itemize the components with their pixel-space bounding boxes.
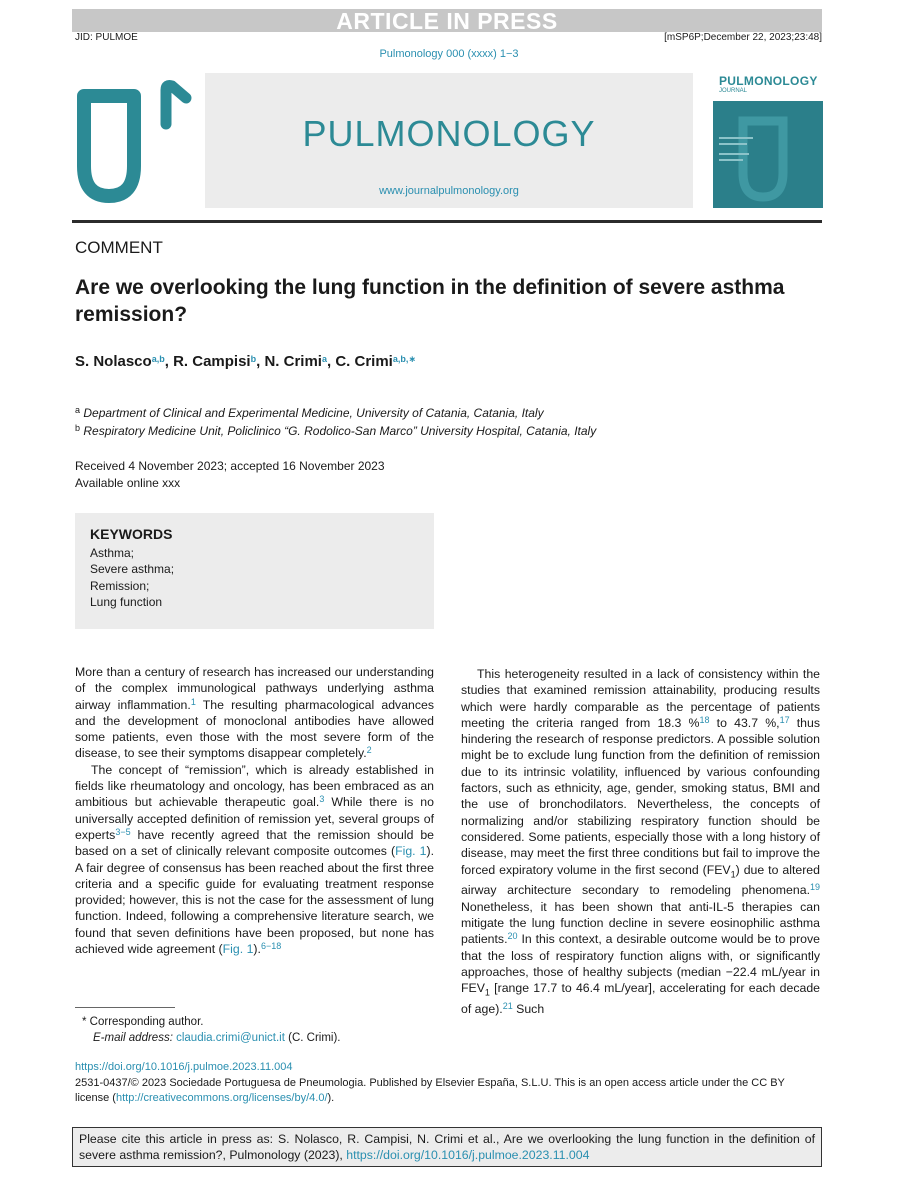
text-run: Such xyxy=(512,1001,545,1016)
subscript: 1 xyxy=(730,869,736,880)
email-owner: (C. Crimi). xyxy=(284,1032,341,1044)
reference-link[interactable]: 6−18 xyxy=(260,941,282,952)
author-affiliation-ref[interactable]: a,b,∗ xyxy=(392,354,416,364)
cover-title: PULMONOLOGY xyxy=(719,74,818,88)
body-column-left xyxy=(75,664,434,957)
figure-link[interactable]: Fig. 1 xyxy=(395,844,427,859)
text-run: Nonetheless, it has been shown that anti-IL-5 therapies can mitigate the lung function decline in severe eosinophilic asthma patients. xyxy=(461,899,820,947)
text-run: ) due to altered airway architecture secondary to remodeling phenomena. xyxy=(461,862,820,898)
footnote-rule xyxy=(75,1007,175,1008)
author-list xyxy=(75,353,416,370)
affiliation-label: a xyxy=(75,405,81,415)
journal-url-link[interactable]: www.journalpulmonology.org xyxy=(379,185,519,197)
text-run: thus hindering the research of response predictors. A possible solution might be to exclude lung function from the definition of remission due to its intrinsic volatility, influenced by various confounding factors, such as ethnicity, age, gender, smoking status, BMI and the use of bronchodilators. Nevertheless, the concepts of normalizing and/or stabilizing respiratory function should be considered. Some patients, especially those with a long history of disease, may meet the first three conditions but fail to improve the forced expiratory volume in the first second (FEV xyxy=(461,715,820,877)
figure-link[interactable]: Fig. 1 xyxy=(222,942,254,957)
article-title: Are we overlooking the lung function in the definition of severe asthma remission? xyxy=(75,276,785,326)
body-paragraph xyxy=(461,666,820,1017)
affiliation-label: b xyxy=(75,423,81,433)
cover-graphic-icon xyxy=(713,101,823,208)
subscript: 1 xyxy=(484,987,490,998)
doi-link[interactable]: https://doi.org/10.1016/j.pulmoe.2023.11.004 xyxy=(75,1061,293,1073)
text-run: The resulting pharmacological advances and the development of monoclonal antibodies have allowed some patients, even those with the most severe form of the disease, to see their symptoms disappear completely. xyxy=(75,697,435,761)
citation-box xyxy=(72,1127,822,1167)
citation-doi-link[interactable]: https://doi.org/10.1016/j.pulmoe.2023.11.004 xyxy=(346,1148,590,1162)
reference-link[interactable]: 18 xyxy=(699,714,710,725)
affiliation-text: Department of Clinical and Experimental Medicine, University of Catania, Catania, Italy xyxy=(83,406,544,420)
reference-link[interactable]: 3 xyxy=(319,794,325,805)
keyword-item: Lung function xyxy=(90,594,163,609)
text-run: to 43.7 %, xyxy=(709,715,780,730)
article-type: COMMENT xyxy=(75,238,163,257)
author-separator: , xyxy=(164,353,174,370)
cover-title-strip xyxy=(713,73,823,101)
text-run: ). xyxy=(253,942,261,957)
author-separator: , xyxy=(326,353,336,370)
text-run: ). A fair degree of consensus has been reached about the first three criteria and a specific guide for evaluating treatment response provided; however, this is not the case for the assessment of lung function. Indeed, following a comprehensive literature search, we found that seven definitions have been proposed, but none has achieved wide agreement ( xyxy=(75,844,434,957)
author-affiliation-ref[interactable]: a,b xyxy=(151,354,165,364)
copyright-notice xyxy=(75,1076,820,1106)
reference-link[interactable]: 21 xyxy=(502,1000,513,1011)
reference-link[interactable]: 3−5 xyxy=(115,826,131,837)
cover-subtitle: JOURNAL xyxy=(719,88,748,94)
author-name: C. Crimi xyxy=(335,353,393,370)
affiliation xyxy=(75,406,544,420)
email-link[interactable]: claudia.crimi@unict.it xyxy=(176,1032,285,1044)
reference-link[interactable]: 17 xyxy=(779,714,790,725)
author-name: S. Nolasco xyxy=(75,353,152,370)
text-run: While there is no universally accepted definition of remission yet, several groups of experts xyxy=(75,795,434,842)
email-label: E-mail address: xyxy=(93,1032,173,1044)
text-run: More than a century of research has increased our understanding of the complex immunological pathways underlying asthma airway inflammation. xyxy=(75,665,434,712)
citation-text xyxy=(79,1131,815,1163)
copyright-text: 2531-0437/© 2023 Sociedade Portuguesa de Pneumologia. Published by Elsevier España, S.L.U. This is an open access article under the CC BY license ( xyxy=(75,1077,785,1104)
asterisk-marker: * xyxy=(82,1016,90,1028)
citation-sentence: Please cite this article in press as: S. Nolasco, R. Campisi, N. Crimi et al., Are we overlooking the lung function in the definition of severe asthma remission?, Pulmonology (2023), xyxy=(79,1132,815,1162)
journal-id: JID: PULMOE xyxy=(75,32,138,43)
body-paragraph xyxy=(75,762,434,958)
footnote-text: Corresponding author. xyxy=(89,1016,204,1028)
body-column-right xyxy=(461,666,820,1017)
keyword-item: Severe asthma; xyxy=(90,562,175,577)
keyword-list xyxy=(90,545,174,610)
corresponding-author-note xyxy=(82,1016,203,1028)
text-run: This heterogeneity resulted in a lack of consistency within the studies that examined remission attainability, producing results which were hardly comparable as the percentage of patients meeting the criteria ranged from 18.3 % xyxy=(461,667,820,730)
copyright-text: ). xyxy=(327,1092,335,1104)
author-affiliation-ref[interactable]: b xyxy=(250,354,257,364)
reference-link[interactable]: 1 xyxy=(190,696,196,707)
reference-link[interactable]: 2 xyxy=(366,745,372,756)
journal-logo-icon xyxy=(72,78,192,208)
text-run: The concept of “remission”, which is already established in fields like rheumatology and oncology, has been embraced as an ambitious but achievable therapeutic goal. xyxy=(75,762,434,810)
masthead xyxy=(205,73,693,208)
keyword-item: Asthma; xyxy=(90,546,135,560)
production-stamp: [mSP6P;December 22, 2023;23:48] xyxy=(664,32,822,43)
text-run: [range 17.7 to 46.4 mL/year], accelerating for each decade of age). xyxy=(461,981,820,1016)
keyword-item: Remission; xyxy=(90,578,150,593)
header-rule xyxy=(72,220,822,223)
reference-link[interactable]: 20 xyxy=(507,931,518,942)
journal-reference-link[interactable]: Pulmonology 000 (xxxx) 1−3 xyxy=(379,48,519,60)
journal-cover-thumbnail xyxy=(713,73,823,208)
license-link[interactable]: http://creativecommons.org/licenses/by/4.0/ xyxy=(115,1092,328,1104)
author-name: R. Campisi xyxy=(173,353,251,370)
author-affiliation-ref[interactable]: a xyxy=(321,354,327,364)
author-name: N. Crimi xyxy=(264,353,322,370)
body-paragraph xyxy=(75,664,434,762)
received-dates: Received 4 November 2023; accepted 16 November 2023 xyxy=(75,459,385,473)
author-separator: , xyxy=(256,353,265,370)
available-online: Available online xxx xyxy=(75,476,181,490)
keywords-box xyxy=(75,513,434,629)
affiliation-text: Respiratory Medicine Unit, Policlinico “G. Rodolico-San Marco” University Hospital, Catania, Italy xyxy=(83,424,597,438)
journal-name: PULMONOLOGY xyxy=(302,113,596,154)
keywords-heading: KEYWORDS xyxy=(90,526,173,542)
email-note xyxy=(93,1032,341,1044)
text-run: have recently agreed that the remission should be based on a set of clinically relevant composite outcomes ( xyxy=(75,827,434,859)
affiliation xyxy=(75,424,596,438)
reference-link[interactable]: 19 xyxy=(809,882,820,893)
article-in-press-banner: ARTICLE IN PRESS xyxy=(72,9,822,32)
text-run: In this context, a desirable outcome would be to prove that the loss of respiratory function aligns with, or significantly approaches, those of healthy subjects (median −22.4 mL/year in FEV xyxy=(461,932,820,996)
